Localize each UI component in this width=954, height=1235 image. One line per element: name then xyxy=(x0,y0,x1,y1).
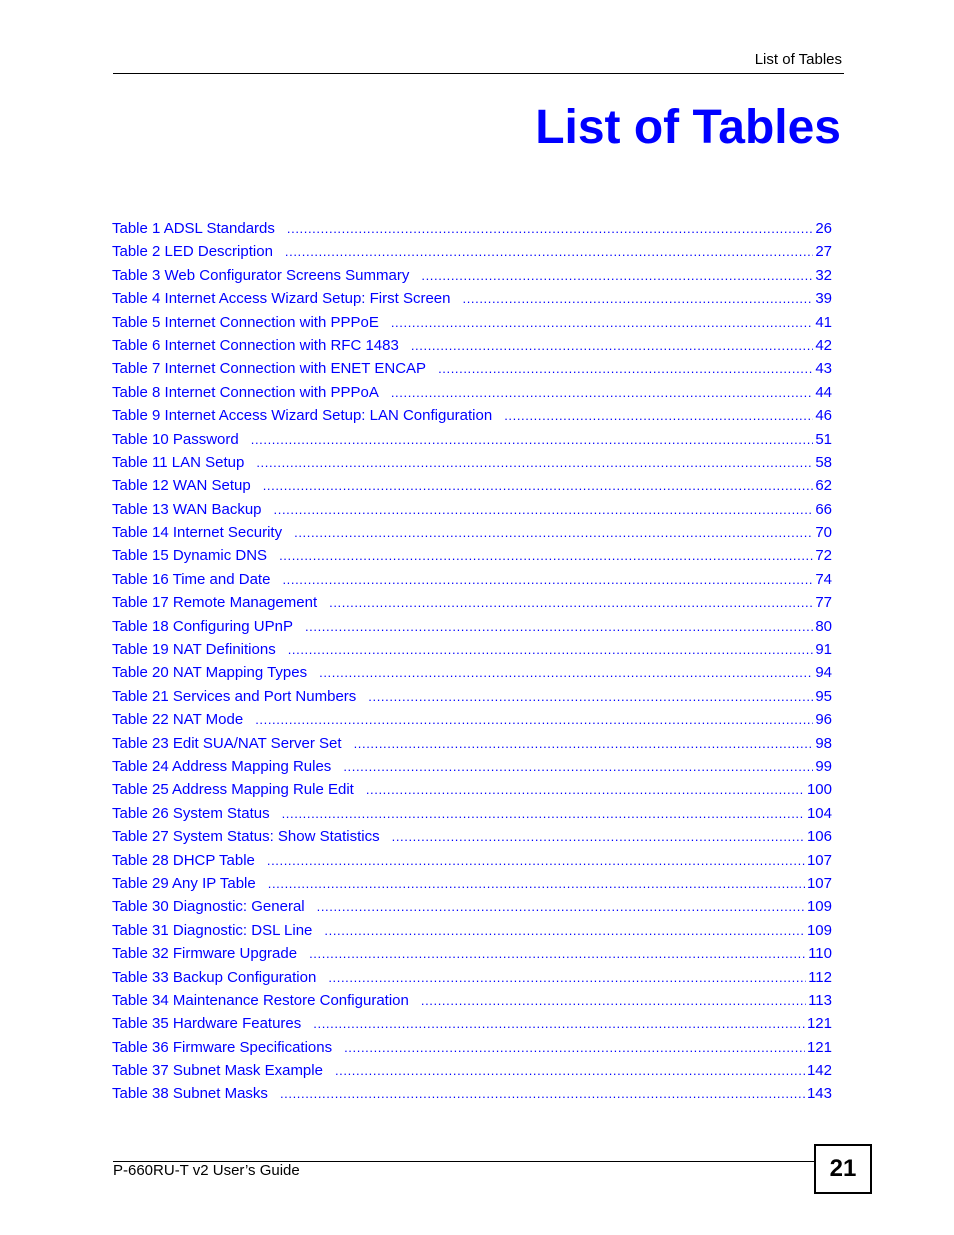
toc-entry[interactable] xyxy=(112,240,832,263)
toc-entry-page[interactable]: 46 xyxy=(815,407,832,425)
toc-entry-label[interactable]: Table 15 Dynamic DNS xyxy=(112,547,268,565)
toc-entry-label[interactable]: Table 16 Time and Date xyxy=(112,570,271,588)
toc-entry-label[interactable]: Table 35 Hardware Features xyxy=(112,1015,302,1033)
toc-entry[interactable] xyxy=(112,615,832,638)
toc-entry-page[interactable]: 96 xyxy=(815,711,832,729)
dot-leader xyxy=(309,942,806,965)
toc-entry-page[interactable]: 51 xyxy=(815,430,832,448)
toc-entry[interactable] xyxy=(112,732,832,755)
toc-entry[interactable] xyxy=(112,357,832,380)
toc-entry[interactable] xyxy=(112,661,832,684)
toc-entry[interactable] xyxy=(112,498,832,521)
toc-entry-label[interactable]: Table 21 Services and Port Numbers xyxy=(112,687,357,705)
toc-entry-page[interactable]: 94 xyxy=(815,664,832,682)
toc-entry-label[interactable]: Table 1 ADSL Standards xyxy=(112,220,275,237)
dot-leader xyxy=(317,895,805,918)
toc-entry[interactable] xyxy=(112,311,832,334)
dot-leader xyxy=(354,732,814,755)
page-number: 21 xyxy=(814,1144,872,1194)
toc-entry-page[interactable]: 39 xyxy=(815,290,832,308)
dot-leader xyxy=(421,264,813,287)
dot-leader xyxy=(368,685,813,708)
toc-entry-label[interactable]: Table 26 System Status xyxy=(112,804,270,822)
toc-entry[interactable] xyxy=(112,778,832,801)
dot-leader xyxy=(274,498,814,521)
dot-leader xyxy=(421,989,806,1012)
toc-entry-label[interactable]: Table 36 Firmware Specifications xyxy=(112,1038,333,1056)
toc-entry-page[interactable]: 43 xyxy=(815,360,832,378)
toc-entry-label[interactable]: Table 20 NAT Mapping Types xyxy=(112,664,308,682)
toc-entry-label[interactable]: Table 19 NAT Definitions xyxy=(112,641,276,659)
toc-entry[interactable] xyxy=(112,264,832,287)
toc-entry-label[interactable]: Table 17 Remote Management xyxy=(112,594,318,612)
toc-entry-page[interactable]: 143 xyxy=(806,1085,832,1103)
toc-entry[interactable] xyxy=(112,474,832,497)
dot-leader xyxy=(438,357,813,380)
toc-entry-page[interactable]: 107 xyxy=(806,851,832,869)
dot-leader xyxy=(305,615,813,638)
toc-entry-page[interactable]: 110 xyxy=(808,945,832,963)
header-divider xyxy=(113,73,844,74)
dot-leader xyxy=(267,849,805,872)
toc-entry-page[interactable]: 74 xyxy=(815,570,832,588)
toc-entry-page[interactable]: 109 xyxy=(806,921,832,939)
toc-entry[interactable] xyxy=(112,1036,832,1059)
toc-entry[interactable] xyxy=(112,966,832,989)
dot-leader xyxy=(282,568,813,591)
toc-entry-page[interactable]: 98 xyxy=(815,734,832,752)
toc-entry-page[interactable]: 109 xyxy=(806,898,832,916)
dot-leader xyxy=(255,708,813,731)
table-list xyxy=(112,217,832,1106)
toc-entry-label[interactable]: Table 13 WAN Backup xyxy=(112,500,262,518)
toc-entry[interactable] xyxy=(112,428,832,451)
dot-leader xyxy=(335,1059,805,1082)
dot-leader xyxy=(343,755,813,778)
dot-leader xyxy=(285,240,813,263)
toc-entry[interactable] xyxy=(112,942,832,965)
toc-entry-label[interactable]: Table 14 Internet Security xyxy=(112,524,283,542)
dot-leader xyxy=(288,638,814,661)
toc-entry-page[interactable]: 107 xyxy=(806,874,832,892)
dot-leader xyxy=(251,428,814,451)
toc-entry[interactable] xyxy=(112,1012,832,1035)
page-title: List of Tables xyxy=(535,101,841,154)
dot-leader xyxy=(344,1036,805,1059)
toc-entry-label[interactable]: Table 3 Web Configurator Screens Summary xyxy=(112,266,410,284)
toc-entry-page[interactable]: 91 xyxy=(815,641,832,659)
toc-entry-label[interactable]: Table 10 Password xyxy=(112,430,239,448)
dot-leader xyxy=(392,825,805,848)
dot-leader xyxy=(462,287,813,310)
toc-entry-page[interactable]: 32 xyxy=(815,266,832,284)
dot-leader xyxy=(280,1082,805,1105)
toc-entry-page[interactable]: 142 xyxy=(806,1062,832,1080)
toc-entry-label[interactable]: Table 33 Backup Configuration xyxy=(112,968,317,986)
toc-entry[interactable] xyxy=(112,755,832,778)
toc-entry-label[interactable]: Table 22 NAT Mode xyxy=(112,711,244,729)
toc-entry-page[interactable]: 99 xyxy=(815,757,832,775)
dot-leader xyxy=(366,778,805,801)
toc-entry[interactable] xyxy=(112,919,832,942)
toc-entry-page[interactable]: 41 xyxy=(815,313,832,331)
toc-entry-label[interactable]: Table 12 WAN Setup xyxy=(112,477,251,495)
toc-entry-page[interactable]: 70 xyxy=(815,524,832,542)
toc-entry-label[interactable]: Table 4 Internet Access Wizard Setup: First Screen xyxy=(112,290,451,308)
toc-entry-page[interactable]: 121 xyxy=(806,1015,832,1033)
toc-entry-page[interactable]: 44 xyxy=(815,383,832,401)
dot-leader xyxy=(287,217,813,240)
toc-entry[interactable] xyxy=(112,1059,832,1082)
toc-entry-page[interactable]: 62 xyxy=(815,477,832,495)
dot-leader xyxy=(329,591,813,614)
toc-entry[interactable] xyxy=(112,849,832,872)
toc-entry[interactable] xyxy=(112,989,832,1012)
toc-entry-page[interactable]: 58 xyxy=(815,453,832,471)
toc-entry-page[interactable]: 121 xyxy=(806,1038,832,1056)
dot-leader xyxy=(256,451,813,474)
toc-entry[interactable] xyxy=(112,287,832,310)
toc-entry-page[interactable]: 26 xyxy=(815,220,832,237)
toc-entry-label[interactable]: Table 8 Internet Connection with PPPoA xyxy=(112,383,379,401)
toc-entry[interactable] xyxy=(112,544,832,567)
toc-entry-label[interactable]: Table 25 Address Mapping Rule Edit xyxy=(112,781,354,799)
toc-entry[interactable] xyxy=(112,825,832,848)
toc-entry[interactable] xyxy=(112,451,832,474)
toc-entry-label[interactable]: Table 18 Configuring UPnP xyxy=(112,617,293,635)
toc-entry-page[interactable]: 113 xyxy=(808,991,832,1009)
dot-leader xyxy=(391,381,813,404)
toc-entry[interactable] xyxy=(112,638,832,661)
toc-entry-label[interactable]: Table 7 Internet Connection with ENET ENCAP xyxy=(112,360,427,378)
dot-leader xyxy=(282,802,805,825)
toc-entry-label[interactable]: Table 30 Diagnostic: General xyxy=(112,898,305,916)
toc-entry-page[interactable]: 77 xyxy=(815,594,832,612)
dot-leader xyxy=(411,334,813,357)
toc-entry[interactable] xyxy=(112,895,832,918)
dot-leader xyxy=(328,966,806,989)
toc-entry-label[interactable]: Table 2 LED Description xyxy=(112,243,273,261)
toc-entry-page[interactable]: 112 xyxy=(808,968,832,986)
dot-leader xyxy=(324,919,805,942)
toc-entry-label[interactable]: Table 28 DHCP Table xyxy=(112,851,255,869)
toc-entry[interactable] xyxy=(112,381,832,404)
toc-entry[interactable] xyxy=(112,404,832,427)
toc-entry-label[interactable]: Table 11 LAN Setup xyxy=(112,453,245,471)
toc-entry-page[interactable]: 66 xyxy=(815,500,832,518)
dot-leader xyxy=(504,404,813,427)
toc-entry-page[interactable]: 72 xyxy=(815,547,832,565)
toc-entry[interactable] xyxy=(112,872,832,895)
toc-entry-page[interactable]: 80 xyxy=(815,617,832,635)
toc-entry-page[interactable]: 104 xyxy=(806,804,832,822)
dot-leader xyxy=(319,661,813,684)
toc-entry-label[interactable]: Table 27 System Status: Show Statistics xyxy=(112,828,380,846)
footer-guide-title: P-660RU-T v2 User’s Guide xyxy=(113,1162,300,1179)
toc-entry-label[interactable]: Table 6 Internet Connection with RFC 1483 xyxy=(112,336,399,354)
toc-entry[interactable] xyxy=(112,334,832,357)
running-header: List of Tables xyxy=(754,51,842,68)
dot-leader xyxy=(263,474,814,497)
toc-entry-label[interactable]: Table 9 Internet Access Wizard Setup: LAN Configuration xyxy=(112,407,493,425)
toc-entry-label[interactable]: Table 5 Internet Connection with PPPoE xyxy=(112,313,379,331)
toc-entry-page[interactable]: 95 xyxy=(815,687,832,705)
toc-entry[interactable] xyxy=(112,568,832,591)
toc-entry-label[interactable]: Table 29 Any IP Table xyxy=(112,874,256,892)
toc-entry-label[interactable]: Table 34 Maintenance Restore Configuration xyxy=(112,991,409,1009)
toc-entry-label[interactable]: Table 23 Edit SUA/NAT Server Set xyxy=(112,734,342,752)
toc-entry-page[interactable]: 42 xyxy=(815,336,832,354)
toc-entry-page[interactable]: 27 xyxy=(815,243,832,261)
toc-entry-page[interactable]: 100 xyxy=(806,781,832,799)
toc-entry-label[interactable]: Table 37 Subnet Mask Example xyxy=(112,1062,323,1080)
dot-leader xyxy=(268,872,805,895)
toc-entry-label[interactable]: Table 31 Diagnostic: DSL Line xyxy=(112,921,313,939)
toc-entry-page[interactable]: 106 xyxy=(806,828,832,846)
toc-entry[interactable] xyxy=(112,1082,832,1105)
toc-entry[interactable] xyxy=(112,685,832,708)
toc-entry[interactable] xyxy=(112,591,832,614)
toc-entry[interactable] xyxy=(112,521,832,544)
toc-entry[interactable] xyxy=(112,217,832,240)
dot-leader xyxy=(313,1012,805,1035)
dot-leader xyxy=(294,521,813,544)
dot-leader xyxy=(391,311,813,334)
toc-entry[interactable] xyxy=(112,708,832,731)
toc-entry-label[interactable]: Table 32 Firmware Upgrade xyxy=(112,945,298,963)
dot-leader xyxy=(279,544,813,567)
toc-entry[interactable] xyxy=(112,802,832,825)
toc-entry-label[interactable]: Table 24 Address Mapping Rules xyxy=(112,757,332,775)
toc-entry-label[interactable]: Table 38 Subnet Masks xyxy=(112,1085,268,1103)
